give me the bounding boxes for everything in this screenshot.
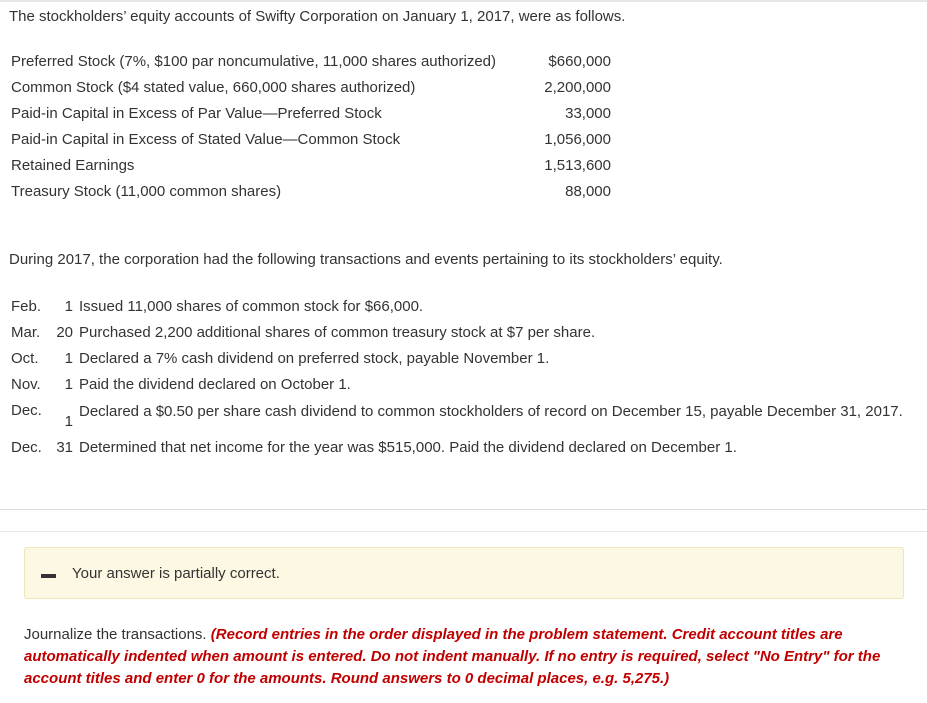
section-divider	[0, 509, 927, 510]
account-amount: $660,000	[548, 53, 611, 70]
transaction-month: Dec.	[11, 402, 42, 419]
section-divider	[0, 531, 927, 532]
transaction-text: Purchased 2,200 additional shares of common treasury stock at $7 per share.	[79, 324, 596, 341]
account-amount: 2,200,000	[544, 79, 611, 96]
transaction-day: 1	[64, 413, 73, 430]
transaction-month: Mar.	[11, 324, 41, 341]
transaction-day: 31	[56, 439, 73, 456]
equity-accounts-list	[11, 52, 611, 208]
transaction-day: 1	[64, 298, 73, 315]
account-name: Paid-in Capital in Excess of Stated Value—Common Stock	[11, 131, 401, 148]
account-name: Retained Earnings	[11, 157, 135, 174]
account-amount: 33,000	[565, 105, 611, 122]
transaction-month: Nov.	[11, 376, 41, 393]
transaction-text: Paid the dividend declared on October 1.	[79, 376, 351, 393]
transaction-date	[11, 297, 79, 317]
account-amount: 1,056,000	[544, 131, 611, 148]
instructions-lead: Journalize the transactions.	[24, 626, 211, 643]
instructions	[24, 624, 904, 690]
feedback-banner	[24, 547, 904, 599]
account-row	[11, 78, 611, 104]
transaction-day: 1	[64, 350, 73, 367]
transaction-row	[11, 323, 911, 343]
transactions-list	[11, 297, 911, 464]
transaction-month: Oct.	[11, 350, 39, 367]
account-name: Preferred Stock (7%, $100 par noncumulative, 11,000 shares authorized)	[11, 53, 496, 70]
account-name: Treasury Stock (11,000 common shares)	[11, 183, 282, 200]
transaction-row	[11, 438, 911, 458]
transaction-text: Issued 11,000 shares of common stock for $66,000.	[79, 298, 424, 315]
transaction-text: Declared a 7% cash dividend on preferred stock, payable November 1.	[79, 350, 550, 367]
account-row	[11, 52, 611, 78]
transaction-date	[11, 438, 79, 458]
transaction-month: Feb.	[11, 298, 42, 315]
instructions-emphasis: (Record entries in the order displayed in the problem statement. Credit account titles are automatically indented when amount is entered. Do not indent manually. If no entry is required, select "No Entry" for the account titles and enter 0 for the amounts. Round answers to 0 decimal places, e.g. 5,275.)	[24, 626, 881, 687]
account-amount: 88,000	[565, 183, 611, 200]
transaction-row	[11, 375, 911, 395]
transaction-date	[11, 375, 79, 395]
transaction-day: 20	[56, 324, 73, 341]
account-row	[11, 182, 611, 208]
transaction-row	[11, 349, 911, 369]
account-row	[11, 104, 611, 130]
transaction-month: Dec.	[11, 439, 42, 456]
feedback-text: Your answer is partially correct.	[72, 565, 280, 582]
minus-icon	[41, 574, 56, 578]
account-row	[11, 130, 611, 156]
transaction-date	[11, 323, 79, 343]
account-amount: 1,513,600	[544, 157, 611, 174]
account-name: Common Stock ($4 stated value, 660,000 shares authorized)	[11, 79, 416, 96]
events-intro: During 2017, the corporation had the following transactions and events pertaining to its stockholders’ equity.	[9, 251, 723, 268]
transaction-text: Determined that net income for the year was $515,000. Paid the dividend declared on December 1.	[79, 439, 737, 456]
top-divider	[0, 0, 927, 2]
transaction-row	[11, 297, 911, 317]
account-name: Paid-in Capital in Excess of Par Value—Preferred Stock	[11, 105, 382, 122]
transaction-text: Declared a $0.50 per share cash dividend to common stockholders of record on December 15, payable December 31, 2017.	[79, 403, 903, 420]
transaction-row	[11, 401, 911, 432]
transaction-date	[11, 349, 79, 369]
account-row	[11, 156, 611, 182]
transaction-date	[11, 401, 79, 432]
problem-intro: The stockholders’ equity accounts of Swifty Corporation on January 1, 2017, were as follows.	[9, 8, 626, 25]
transaction-day: 1	[64, 376, 73, 393]
